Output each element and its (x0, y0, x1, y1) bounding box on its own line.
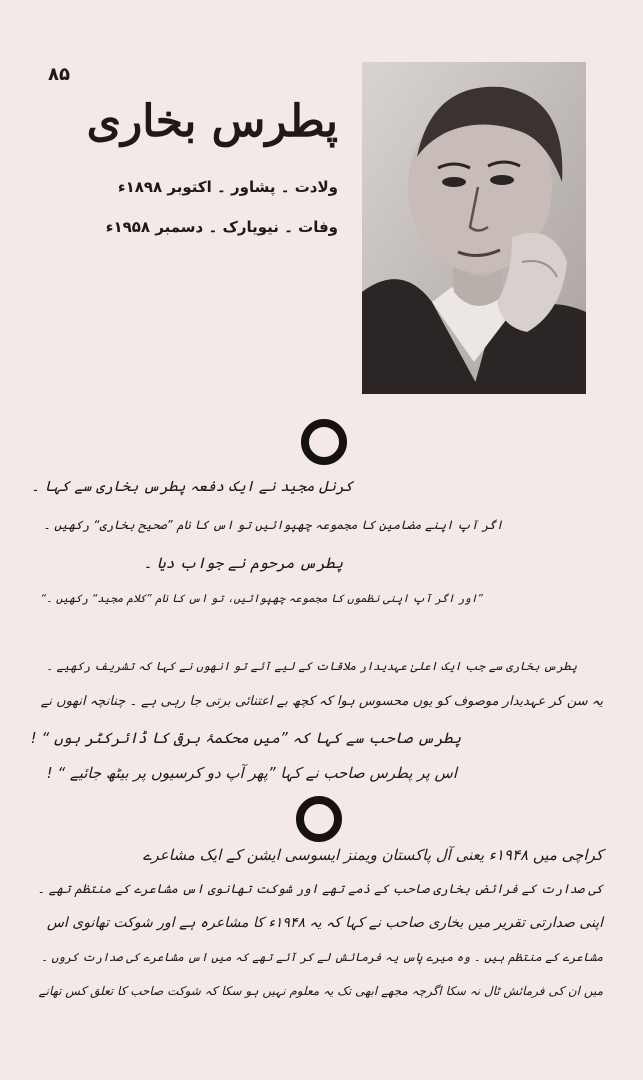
birth-line: ولادت ۔ پشاور ۔ اکتوبر ۱۸۹۸ء (117, 178, 338, 196)
text-line: اپنی صدارتی تقریر میں بخاری صاحب نے کہا کہ یہ ۱۹۴۸ء کا مشاعرہ ہے اور شوکت تھانوی اس (46, 915, 603, 931)
text-line: میں ان کی فرمائش ٹال نہ سکا اگرچہ مجھے ابھی تک یہ معلوم نہیں ہو سکا کہ شوکت صاحب کا تعلق کس تھانے (38, 984, 603, 998)
text-line: کی صدارت کے فرائض بخاری صاحب کے ذمے تھے اور شوکت تھانوی اس مشاعرے کے منتظم تھے ۔ (37, 881, 603, 896)
author-name-heading: پطرس بخاری (86, 96, 338, 147)
death-line: وفات ۔ نیویارک ۔ دسمبر ۱۹۵۸ء (105, 218, 338, 236)
text-line: پطرس بخاری سے جب ایک اعلیٰ عہدیدار ملاقات کے لیے آئے تو انھوں نے کہا کہ تشریف رکھیے ۔ (46, 659, 577, 673)
section-divider-icon (296, 796, 342, 842)
text-line: یہ سن کر عہدیدار موصوف کو یوں محسوس ہوا کہ کچھ بے اعتنائی برتی جا رہی ہے ۔ چنانچہ انھوں نے (40, 694, 603, 709)
text-line: پطرس مرحوم نے جواب دیا ۔ (143, 554, 343, 572)
text-line: ”اور اگر آپ اپنی نظموں کا مجموعہ چھپوائیں، تو اس کا نام ”کلام مجید“ رکھیں ۔“ (40, 592, 483, 605)
text-line: کرنل مجید نے ایک دفعہ پطرس بخاری سے کہا ۔ (31, 479, 353, 495)
text-line: مشاعرے کے منتظم ہیں ۔ وہ میرے پاس یہ فرمائش لے کر آئے تھے کہ میں اس مشاعرے کی صدارت کروں ۔ (41, 950, 603, 964)
text-line: کراچی میں ۱۹۴۸ء یعنی آل پاکستان ویمنز ایسوسی ایشن کے ایک مشاعرے (142, 846, 603, 864)
section-divider-icon (301, 419, 347, 465)
portrait-photo-icon (362, 62, 586, 394)
text-line: اگر آپ اپنے مضامین کا مجموعہ چھپوائیں تو اس کا نام ”صحیح بخاری“ رکھیں ۔ (43, 518, 503, 532)
page-number: ۸۵ (48, 64, 70, 85)
text-line: اس پر پطرس صاحب نے کہا ”پھر آپ دو کرسیوں پر بیٹھ جائیے “ ! (46, 764, 457, 782)
text-line: پطرس صاحب سے کہا کہ ”میں محکمۂ برقی کا ڈائرکٹر ہوں “ ! (30, 729, 461, 747)
